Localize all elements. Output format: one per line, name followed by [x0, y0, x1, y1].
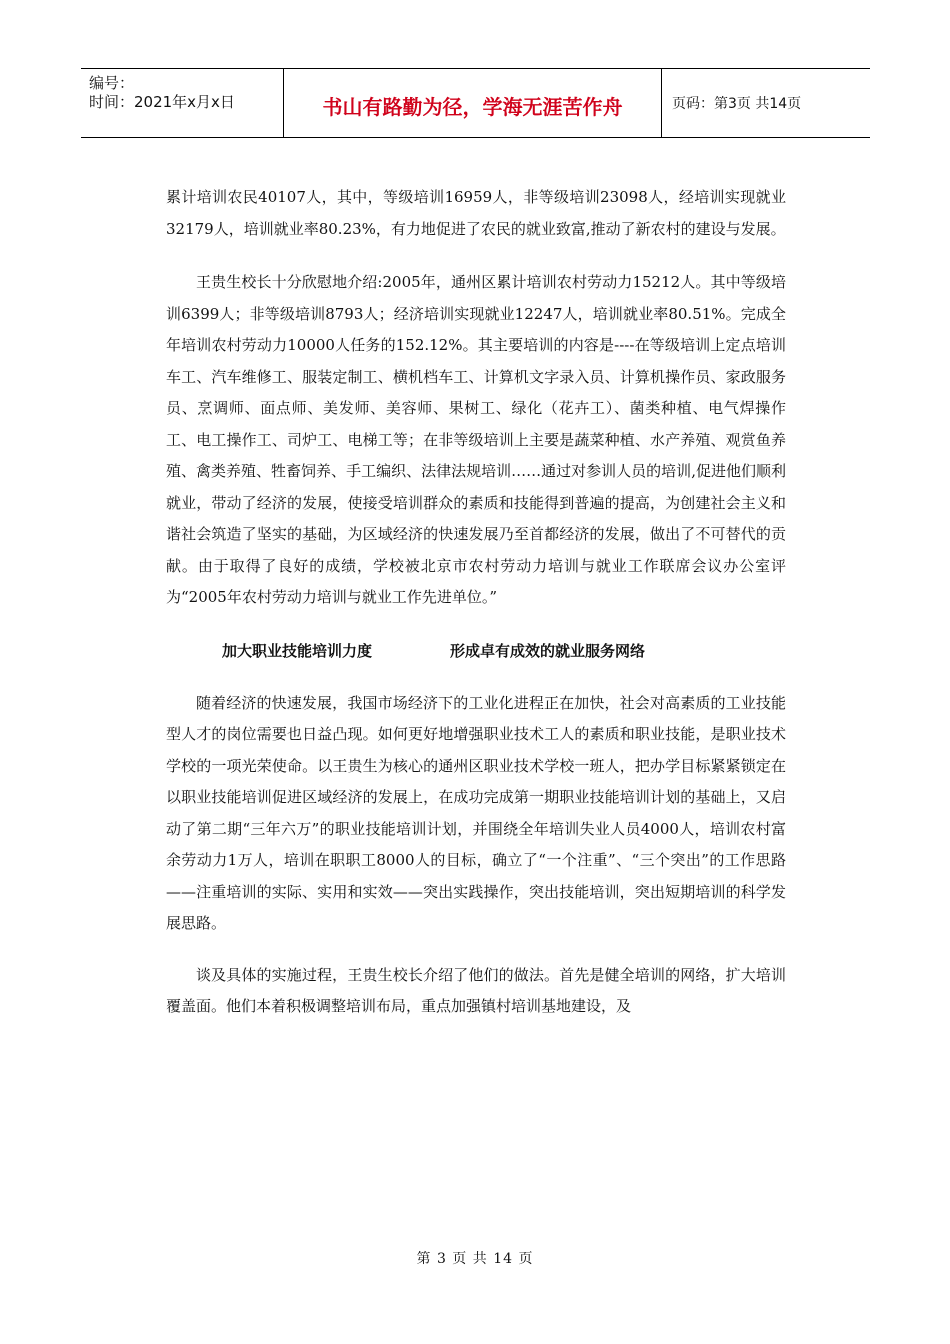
serial-number-label: 编号： — [89, 74, 135, 92]
motto: 书山有路勤为径，学海无涯苦作舟 — [322, 95, 623, 119]
section-heading-part-2: 形成卓有成效的就业服务网络 — [450, 641, 646, 660]
header-motto-cell — [284, 69, 662, 137]
paragraph-3: 随着经济的快速发展，我国市场经济下的工业化进程正在加快，社会对高素质的工业技能型人才的岗位需要也日益凸现。如何更好地增强职业技术工人的素质和职业技能，是职业技术学校的一项光荣使命。以王贵生为核心的通州区职业技术学校一班人，把办学目标紧紧锁定在以职业技能培训促进区域经济的发展上，在成功完成第一期职业技能培训计划的基础上，又启动了第二期“三年六万”的职业技能培训计划，并围绕全年培训失业人员4000人，培训农村富余劳动力1万人，培训在职职工8000人的目标，确立了“一个注重”、“三个突出”的工作思路——注重培训的实际、实用和实效——突出实践操作，突出技能培训，突出短期培训的科学发展思路。 — [166, 693, 786, 932]
paragraph-2: 王贵生校长十分欣慰地介绍:2005年，通州区累计培训农村劳动力15212人。其中等级培训6399人；非等级培训8793人；经济培训实现就业12247人，培训就业率80.51%。完成全年培训农村劳动力10000人任务的152.12%。其主要培训的内容是----在等级培训上定点培训车工、汽车维修工、服装定制工、横机档车工、计算机文字录入员、计算机操作员、家政服务员、烹调师、面点师、美发师、美容师、果树工、绿化（花卉工）、菌类种植、电气焊操作工、电工操作工、司炉工、电梯工等；在非等级培训上主要是蔬菜种植、水产养殖、观赏鱼养殖、禽类养殖、牲畜饲养、手工编织、法律法规培训……通过对参训人员的培训,促进他们顺利就业，带动了经济的发展，使接受培训群众的素质和技能得到普遍的提高，为创建社会主义和谐社会筑造了坚实的基础，为区域经济的快速发展乃至首都经济的发展，做出了不可替代的贡献。由于取得了良好的成绩，学校被北京市农村劳动力培训与就业工作联席会议办公室评为“2005年农村劳动力培训与就业工作先进单位。” — [166, 273, 786, 606]
paragraph-1: 累计培训农民40107人，其中，等级培训16959人，非等级培训23098人，经培训实现就业32179人，培训就业率80.23%，有力地促进了农民的就业致富,推动了新农村的建设与发展。 — [166, 188, 786, 238]
paragraph-4: 谈及具体的实施过程，王贵生校长介绍了他们的做法。首先是健全培训的网络，扩大培训覆盖面。他们本着积极调整培训布局，重点加强镇村培训基地建设，及 — [166, 965, 786, 1015]
section-heading-part-1: 加大职业技能培训力度 — [222, 641, 373, 660]
document-header — [81, 68, 870, 138]
page-footer: 第 3 页 共 14 页 — [416, 1251, 534, 1267]
header-page-cell — [662, 69, 870, 137]
section-heading — [166, 634, 786, 666]
date-line: 时间：2021年x月x日 — [89, 93, 235, 111]
document-body — [166, 182, 786, 1023]
page-info: 页码：第3页 共14页 — [672, 96, 802, 112]
header-meta-cell — [81, 69, 284, 137]
